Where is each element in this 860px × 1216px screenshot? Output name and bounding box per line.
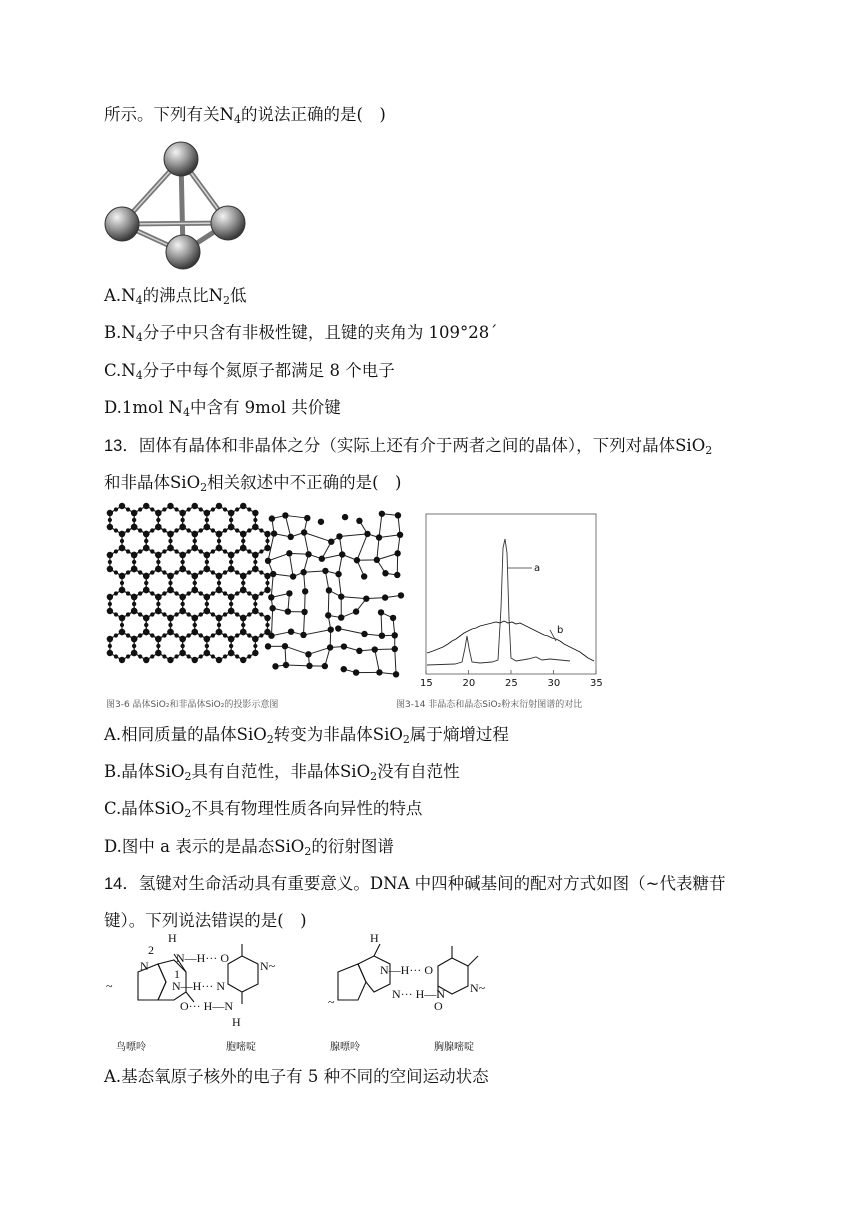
sugar-bond-tilde-a: ~ [328, 995, 335, 1009]
q13-option-a: A.相同质量的晶体SiO$_2$转变为非晶体SiO$_2$属于熵增过程 [104, 725, 509, 746]
q13-option-d: D.图中 a 表示的是晶态SiO$_2$的衍射图谱 [104, 837, 394, 858]
n-atom-left [105, 207, 139, 241]
atom-label-h-bottom: H [232, 1015, 241, 1029]
q12-stem-text: 所示。下列有关 [104, 105, 220, 124]
q14-option-a: A.基态氧原子核外的电子有 5 种不同的空间运动状态 [104, 1067, 489, 1086]
q12-stem-sub: 4 [233, 113, 241, 126]
q12-option-c: $C.N_4$分子中每个氮原子都满足 8 个电子 [104, 361, 395, 382]
q12-option-b: $B.N_4$分子中只含有非极性键，且键的夹角为 109°28´ [104, 323, 498, 344]
q12-stem-tail: 的说法正确的是( ) [240, 105, 386, 124]
atom-label-h-top: H [168, 931, 177, 945]
atom-label-n-t: N~ [470, 981, 486, 995]
crystalline-sio2-lattice [107, 503, 271, 663]
label-adenine: 腺嘌呤 [330, 1042, 360, 1053]
atom-label-1: 1 [174, 967, 180, 981]
x-tick-label: 15 [420, 678, 433, 689]
fig-caption-left: 图3-6 晶体SiO₂和非晶体SiO₂的投影示意图 [106, 700, 279, 710]
sugar-bond-tilde-g: ~ [106, 979, 113, 993]
n-atom-bottom [166, 235, 200, 269]
atom-label-nh-g: N—H··· N [172, 979, 225, 993]
q13-stem-line1: 13．固体有晶体和非晶体之分（实际上还有介于两者之间的晶体），下列对晶体SiO$_2$ [104, 436, 713, 457]
diffraction-x-axis [420, 670, 603, 689]
x-tick-label: 35 [590, 678, 603, 689]
atom-label-n-g: N [140, 959, 149, 973]
atom-label-n-c: N~ [260, 959, 276, 973]
q14-number: 14． [104, 875, 139, 893]
q12-stem-formula: N [219, 105, 234, 124]
q14-stem-line1: 14．氢键对生命活动具有重要意义。DNA 中四种碱基间的配对方式如图（~代表糖苷 [104, 874, 726, 893]
sio2-figure [100, 508, 625, 712]
fig-caption-right: 图3-14 非晶态和晶态SiO₂粉末衍射图谱的对比 [396, 700, 583, 710]
q12-option-d: D.1mol $N_4$中含有 9mol 共价键 [104, 398, 341, 419]
amorphous-sio2-network [265, 511, 404, 678]
label-cytosine: 胞嘧啶 [226, 1042, 256, 1053]
diffraction-plot [420, 514, 603, 689]
q13-stem-line2: 和非晶体SiO$_2$相关叙述中不正确的是( ) [104, 473, 402, 494]
q13-option-b: B.晶体SiO$_2$具有自范性，非晶体SiO$_2$没有自范性 [104, 762, 460, 783]
atom-label-nh-a: N—H··· O [380, 963, 433, 977]
n-atom-right [211, 206, 245, 240]
q14-stem-line2: 键）。下列说法错误的是( ) [104, 911, 307, 930]
x-tick-label: 25 [505, 678, 518, 689]
x-tick-label: 20 [462, 678, 476, 689]
atom-label-2: 2 [148, 943, 154, 957]
q13-option-c: C.晶体SiO$_2$不具有物理性质各向异性的特点 [104, 799, 423, 820]
atom-label-h-a: H [370, 931, 379, 945]
label-b: b [557, 625, 564, 636]
label-a: a [534, 563, 541, 574]
n4-tetrahedron-figure [100, 138, 250, 273]
q13-number: 13． [104, 437, 139, 455]
x-tick-label: 30 [547, 678, 561, 689]
atom-label-o-g: O··· H—N [180, 999, 233, 1013]
q12-stem [104, 104, 386, 131]
atom-label-n-amino: N—H··· O [176, 951, 229, 965]
q12-option-a: $A.N_4$的沸点比$N_2$低 [104, 286, 247, 307]
label-thymine: 胸腺嘧啶 [434, 1042, 474, 1053]
atom-label-o-t: O [434, 999, 443, 1013]
n-atom-top [164, 142, 198, 176]
dna-base-pair-figure [100, 931, 500, 1056]
atom-label-n-a: N··· H—N [392, 987, 445, 1001]
label-guanine: 鸟嘌呤 [116, 1042, 146, 1053]
curve-a-crystalline [427, 539, 570, 665]
